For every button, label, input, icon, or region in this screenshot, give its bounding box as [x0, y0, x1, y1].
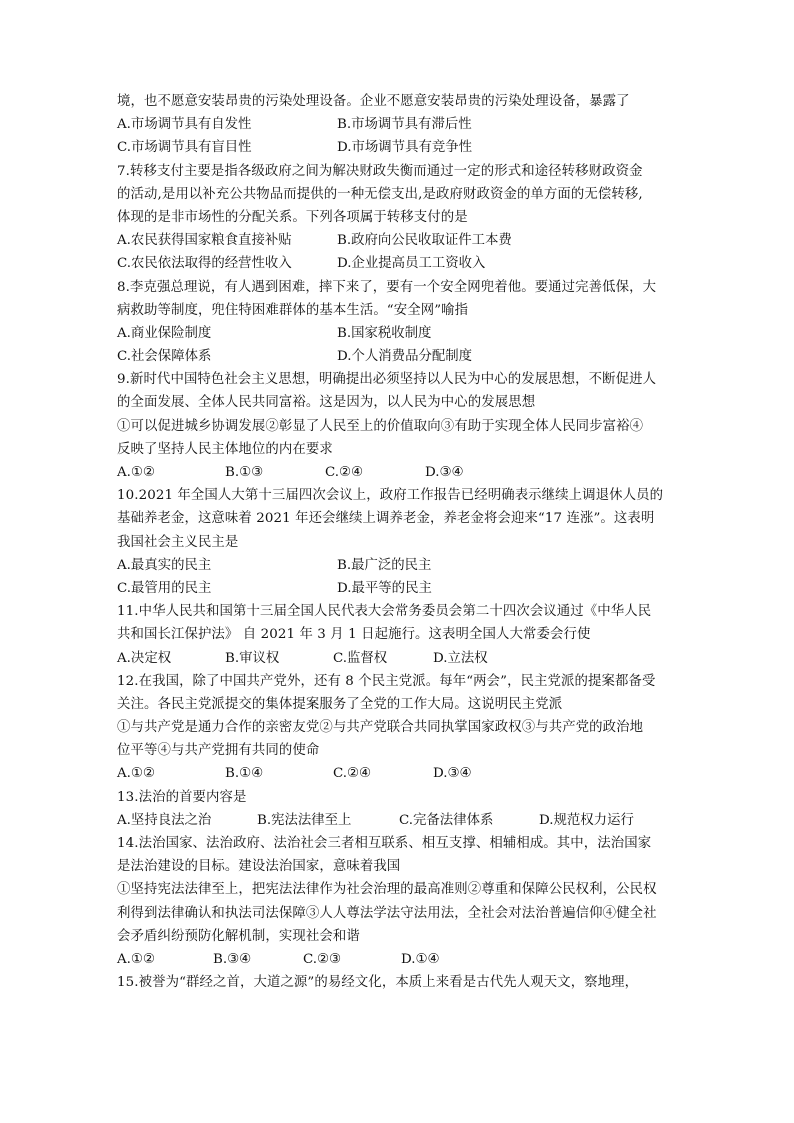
q12-stem-line-1: 12.在我国，除了中国共产党外，还有 8 个民主党派。每年“两会”，民主党派的提案都备受: [117, 673, 656, 689]
q10-stem-line-1: 10.2021 年全国人大第十三届四次会议上，政府工作报告已经明确表示继续上调退休人员的: [117, 488, 664, 504]
q7-option-c: C.农民依法取得的经营性收入: [117, 256, 292, 272]
q12-option-a: A.①②: [117, 766, 155, 782]
q12-stem-line-2: 关注。各民主党派提交的集体提案服务了全党的工作大局。这说明民主党派: [117, 696, 563, 712]
q13-option-d: D.规范权力运行: [539, 812, 634, 828]
q12-stem-line-3: ①与共产党是通力合作的亲密友党②与共产党联合共同执掌国家政权③与共产党的政治地: [117, 720, 644, 736]
q14-options-row: [117, 948, 677, 971]
q7-stem-line-1: 7.转移支付主要是指各级政府之间为解决财政失衡而通过一定的形式和途径转移财政资金: [117, 163, 643, 179]
q7-stem-line-3: 体现的是非市场性的分配关系。下列各项属于转移支付的是: [117, 209, 468, 225]
q7-option-a: A.农民获得国家粮食直接补贴: [117, 233, 292, 249]
q13-option-a: A.坚持良法之治: [117, 812, 212, 828]
q9-stem-line-4: 反映了坚持人民主体地位的内在要求: [117, 441, 333, 457]
q11-options-row: [117, 647, 677, 670]
q10-option-c: C.最管用的民主: [117, 580, 212, 596]
q8-options-row-1: [117, 322, 677, 345]
q8-option-c: C.社会保障体系: [117, 349, 212, 365]
q13-options-row: [117, 809, 677, 832]
q11-stem-line-2: 共和国长江保护法》 自 2021 年 3 月 1 日起施行。这表明全国人大常委会行使: [117, 627, 591, 643]
q11-option-d: D.立法权: [433, 650, 488, 666]
q9-option-b: B.①③: [225, 465, 264, 480]
q11-option-a: A.决定权: [117, 650, 172, 666]
q14-stem-line-3: ①坚持宪法法律至上，把宪法法律作为社会治理的最高准则②尊重和保障公民权利，公民权: [117, 882, 657, 898]
q8-option-a: A.商业保险制度: [117, 325, 212, 341]
q13-option-b: B.宪法法律至上: [257, 812, 352, 828]
q8-option-d: D.个人消费品分配制度: [337, 349, 473, 365]
exam-page: [117, 90, 677, 994]
q11-stem-line-1: 11.中华人民共和国第十三届全国人民代表大会常务委员会第二十四次会议通过《中华人民: [117, 604, 652, 620]
q6-options-row-1: [117, 113, 677, 136]
q12-option-d: D.③④: [433, 766, 472, 782]
q9-option-d: D.③④: [425, 465, 464, 480]
q14-stem-line-2: 是法治建设的目标。建设法治国家，意味着我国: [117, 859, 401, 875]
q9-options-row: [117, 461, 677, 484]
q7-option-b: B.政府向公民收取证件工本费: [337, 233, 512, 249]
q13-option-c: C.完备法律体系: [399, 812, 494, 828]
q6-stem-tail: 境，也不愿意安装昂贵的污染处理设备。企业不愿意安装昂贵的污染处理设备，暴露了: [117, 94, 630, 109]
q14-option-d: D.①④: [401, 951, 440, 967]
q8-option-b: B.国家税收制度: [337, 325, 432, 341]
q10-option-d: D.最平等的民主: [337, 580, 432, 596]
q7-option-d: D.企业提高员工工资收入: [337, 256, 486, 272]
q14-stem-line-4: 利得到法律确认和执法司法保障③人人尊法学法守法用法，全社会对法治普遍信仰④健全社: [117, 905, 657, 921]
q7-stem-line-2: 的活动,是用以补充公共物品而提供的一种无偿支出,是政府财政资金的单方面的无偿转移,: [117, 186, 643, 202]
q10-option-a: A.最真实的民主: [117, 557, 212, 573]
q12-option-c: C.②④: [333, 766, 372, 782]
q13-stem-line-1: 13.法治的首要内容是: [117, 789, 247, 805]
q10-options-row-2: [117, 577, 677, 600]
q10-stem-line-3: 我国社会主义民主是: [117, 534, 239, 550]
q9-stem-line-1: 9.新时代中国特色社会主义思想，明确提出必须坚持以人民为中心的发展思想，不断促进人: [117, 372, 657, 388]
q14-stem-line-5: 会矛盾纠纷预防化解机制，实现社会和谐: [117, 928, 360, 944]
q8-stem-line-2: 病救助等制度，兜住特困难群体的基本生活。“安全网”喻指: [117, 302, 469, 318]
q10-stem-line-2: 基础养老金，这意味着 2021 年还会继续上调养老金，养老金将会迎来“17 连涨”。这表明: [117, 511, 655, 527]
q14-stem-line-1: 14.法治国家、法治政府、法治社会三者相互联系、相互支撑、相辅相成。其中，法治国家: [117, 836, 652, 851]
q6-option-b: B.市场调节具有滞后性: [337, 117, 472, 133]
q14-option-b: B.③④: [213, 951, 252, 967]
q6-option-c: C.市场调节具有盲目性: [117, 140, 252, 156]
q10-options-row-1: [117, 554, 677, 577]
q10-option-b: B.最广泛的民主: [337, 557, 432, 573]
q7-options-row-2: [117, 252, 677, 275]
q9-stem-line-3: ①可以促进城乡协调发展②彰显了人民至上的价值取向③有助于实现全体人民同步富裕④: [117, 418, 644, 434]
q12-option-b: B.①④: [225, 766, 264, 782]
q6-option-d: D.市场调节具有竞争性: [337, 140, 473, 156]
q14-option-a: A.①②: [117, 951, 155, 967]
q9-option-c: C.②④: [325, 465, 364, 480]
q9-option-a: A.①②: [117, 465, 155, 480]
q11-option-b: B.审议权: [225, 650, 280, 666]
q15-stem-line-1: 15.被誉为“群经之首，大道之源”的易经文化，本质上来看是古代先人观天文，察地理，: [117, 975, 639, 991]
q8-options-row-2: [117, 345, 677, 368]
q12-stem-line-4: 位平等④与共产党拥有共同的使命: [117, 743, 320, 759]
q9-stem-line-2: 的全面发展、全体人民共同富裕。这是因为，以人民为中心的发展思想: [117, 395, 536, 411]
q12-options-row: [117, 762, 677, 785]
q6-option-a: A.市场调节具有自发性: [117, 117, 252, 133]
q6-options-row-2: [117, 136, 677, 159]
q14-option-c: C.②③: [303, 951, 342, 967]
q8-stem-line-1: 8.李克强总理说，有人遇到困难，摔下来了，要有一个安全网兜着他。要通过完善低保，大: [117, 279, 657, 295]
q7-options-row-1: [117, 229, 677, 252]
q11-option-c: C.监督权: [333, 650, 388, 666]
